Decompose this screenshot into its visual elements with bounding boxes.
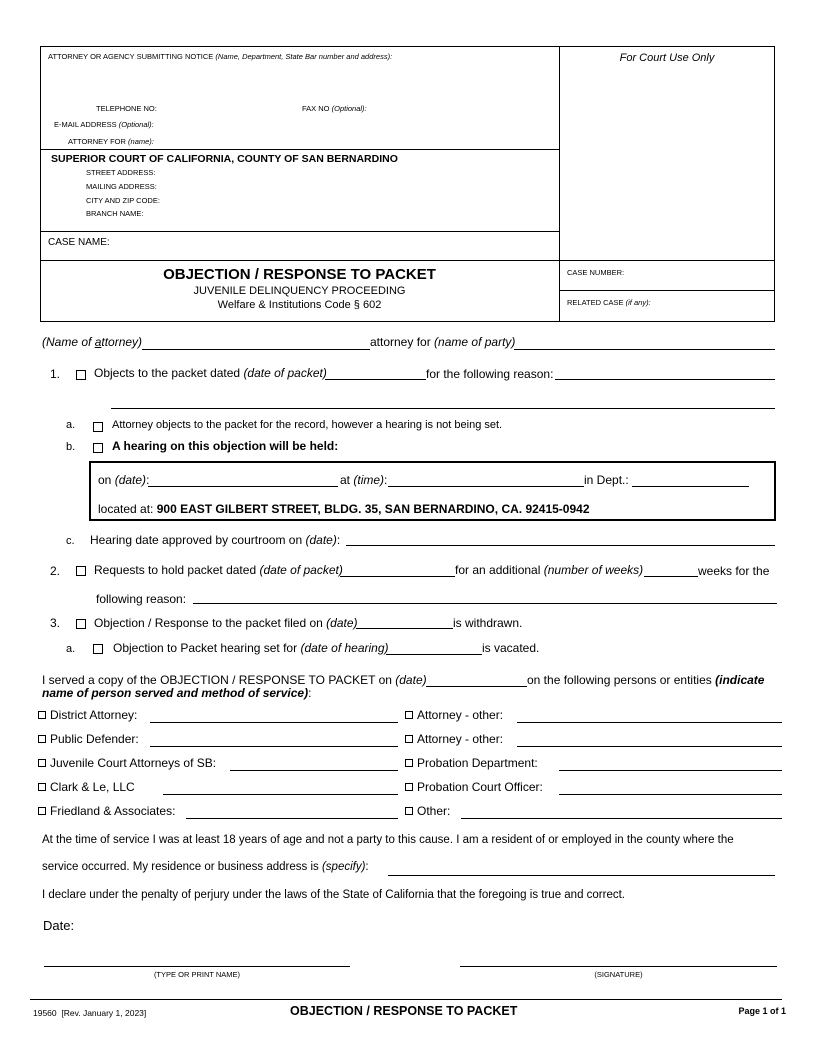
service-probation-officer[interactable]: Probation Court Officer: [405,780,543,794]
service-friedland[interactable]: Friedland & Associates: [38,804,175,818]
item1-number: 1. [50,367,61,381]
service-juvenile-court[interactable]: Juvenile Court Attorneys of SB: [38,756,216,770]
signature-field[interactable] [460,966,777,967]
signature-caption: (SIGNATURE) [594,970,643,979]
item3a-date-field[interactable] [386,654,482,655]
item1c-text: Hearing date approved by courtroom on (date): [90,533,341,547]
item2-weeks-text: weeks for the [698,564,770,578]
form-subtitle-1: JUVENILE DELINQUENCY PROCEEDING [193,285,406,297]
print-name-caption: (TYPE OR PRINT NAME) [153,970,241,979]
item1-text: Objects to the packet dated (date of packet) [94,366,327,380]
item2-checkbox[interactable] [76,562,86,580]
case-name-divider [40,231,559,232]
case-number-divider [559,290,775,291]
item2-reason-label: following reason: [96,592,187,606]
hearing-on-label: on (date): [98,473,150,487]
service-public-defender-field[interactable] [150,746,398,747]
footer-rule [30,999,782,1000]
hearing-location: located at: 900 EAST GILBERT STREET, BLDG. 35, SAN BERNARDINO, CA. 92415-0942 [98,502,590,516]
footer-title: OBJECTION / RESPONSE TO PACKET [290,1004,518,1018]
service-attorney-other-1[interactable]: Attorney - other: [405,708,503,722]
declaration-line-1: At the time of service I was at least 18 years of age and not a party to this cause. I am a resident of or employed in the county where the [42,834,734,846]
item3-withdrawn: is withdrawn. [453,616,523,630]
hearing-at-label: at (time): [340,473,388,487]
case-name-label: CASE NAME: [48,237,110,248]
item2-weeks-field[interactable] [644,576,698,577]
service-other-field[interactable] [461,818,782,819]
item1-reason-field-2[interactable] [111,408,775,409]
item3-number: 3. [50,616,61,630]
item2-date-field[interactable] [340,576,455,577]
service-attorney-other-2-field[interactable] [517,746,782,747]
declaration-line-2: service occurred. My residence or business address is (specify): [42,861,369,873]
date-label: Date: [43,918,75,933]
item3-checkbox[interactable] [76,615,86,633]
case-number-label: CASE NUMBER: [567,268,625,277]
attorney-label: ATTORNEY OR AGENCY SUBMITTING NOTICE (Name, Department, State Bar number and address): [48,52,393,61]
service-juvenile-court-field[interactable] [230,770,398,771]
item3-text: Objection / Response to the packet filed on (date) [94,616,358,630]
attorney-for-text: attorney for (name of party) [370,335,516,349]
served-date-field[interactable] [426,686,527,687]
item1-checkbox[interactable] [76,366,86,384]
attorney-name-field[interactable] [142,349,370,350]
residence-address-field[interactable] [388,875,775,876]
service-probation-dept[interactable]: Probation Department: [405,756,538,770]
item3a-label: a. [66,643,76,655]
telephone-label: TELEPHONE NO: [96,104,157,113]
vertical-divider [559,46,560,322]
item2-reason-field[interactable] [193,603,777,604]
item1b-checkbox[interactable] [93,439,103,457]
court-divider [40,149,559,150]
hearing-dept-label: in Dept.: [584,473,629,487]
service-probation-dept-field[interactable] [559,770,782,771]
service-attorney-other-2[interactable]: Attorney - other: [405,732,503,746]
attorney-name-line: (Name of attorney) [42,335,143,349]
item1-date-field[interactable] [325,379,426,380]
title-divider [40,260,775,261]
item1-reason-field[interactable] [555,379,775,380]
street-label: STREET ADDRESS: [86,168,156,177]
served-text: I served a copy of the OBJECTION / RESPONSE TO PACKET on (date) [42,673,427,687]
item3a-checkbox[interactable] [93,640,103,658]
service-clark-le-field[interactable] [163,794,398,795]
related-case-label: RELATED CASE (if any): [567,298,651,307]
mailing-label: MAILING ADDRESS: [86,182,157,191]
court-name: SUPERIOR COURT OF CALIFORNIA, COUNTY OF SAN BERNARDINO [51,153,398,165]
hearing-time-field[interactable] [388,486,584,487]
form-title: OBJECTION / RESPONSE TO PACKET [163,266,436,283]
item3a-text: Objection to Packet hearing set for (date of hearing) [113,641,389,655]
service-district-attorney-field[interactable] [150,722,398,723]
form-subtitle-2: Welfare & Institutions Code § 602 [217,299,382,311]
item3-date-field[interactable] [356,628,453,629]
service-other[interactable]: Other: [405,804,450,818]
hearing-date-field[interactable] [148,486,338,487]
item1b-text: A hearing on this objection will be held: [112,439,339,453]
perjury-statement: I declare under the penalty of perjury under the laws of the State of California that the foregoing is true and correct. [42,889,626,901]
served-instruction: name of person served and method of service): [42,686,312,700]
print-name-field[interactable] [44,966,350,967]
party-name-field[interactable] [514,349,775,350]
service-attorney-other-1-field[interactable] [517,722,782,723]
item1c-date-field[interactable] [346,545,775,546]
service-clark-le[interactable]: Clark & Le, LLC [38,780,135,794]
service-probation-officer-field[interactable] [559,794,782,795]
item2-for-text: for an additional (number of weeks) [455,563,644,577]
branch-label: BRANCH NAME: [86,209,144,218]
city-label: CITY AND ZIP CODE: [86,196,160,205]
service-friedland-field[interactable] [186,818,398,819]
item1a-label: a. [66,419,76,431]
service-district-attorney[interactable]: District Attorney: [38,708,137,722]
served-following: on the following persons or entities (indicate [527,673,765,687]
item2-text: Requests to hold packet dated (date of packet) [94,563,343,577]
item2-number: 2. [50,564,61,578]
item1c-label: c. [66,535,75,547]
item3a-vacated: is vacated. [482,641,540,655]
item1b-label: b. [66,441,76,453]
page-number: Page 1 of 1 [738,1006,786,1016]
court-use-label: For Court Use Only [619,52,715,64]
form-number: 19560 [Rev. January 1, 2023] [33,1008,147,1018]
item1a-text: Attorney objects to the packet for the record, however a hearing is not being set. [112,419,503,431]
email-label: E-MAIL ADDRESS (Optional): [54,120,154,129]
attorney-for-label: ATTORNEY FOR (name): [68,137,154,146]
item1a-checkbox[interactable] [93,418,103,436]
item1-reason-text: for the following reason: [426,367,554,381]
hearing-dept-field[interactable] [632,486,749,487]
fax-label: FAX NO (Optional): [302,104,367,113]
service-public-defender[interactable]: Public Defender: [38,732,139,746]
